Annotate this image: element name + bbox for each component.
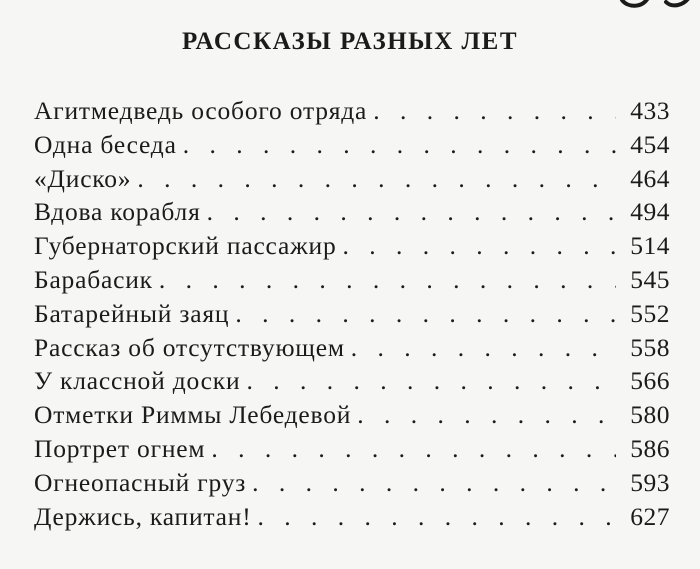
toc-entry-title: Одна беседа [34,129,177,159]
dot-leader [137,162,616,196]
toc-entry-page: 586 [630,433,670,463]
dot-leader [235,297,616,331]
dot-leader [351,331,616,365]
toc-entry [34,162,670,196]
dot-leader [246,364,616,398]
dot-leader [357,398,616,432]
toc-entry-page: 580 [630,400,670,430]
toc-entry-page: 545 [630,264,670,294]
toc-entry [34,466,670,500]
toc-entry [34,263,670,297]
decorative-ornament [614,0,694,10]
toc-entry-title: Губернаторский пассажир [34,231,337,261]
toc-entry-page: 454 [630,129,670,159]
dot-leader [258,500,616,534]
toc-entry [34,195,670,229]
toc-entry [34,432,670,466]
toc-entry [34,94,670,128]
toc-entry-page: 566 [630,366,670,396]
toc-entry-page: 593 [630,467,670,497]
table-of-contents [34,94,670,533]
toc-entry-page: 627 [630,501,670,531]
dot-leader [252,466,616,500]
toc-entry [34,500,670,534]
toc-entry-title: Огнеопасный груз [34,467,247,497]
toc-entry-title: Держись, капитан! [34,501,252,531]
dot-leader [211,432,616,466]
dot-leader [343,229,616,263]
toc-entry [34,297,670,331]
toc-entry [34,128,670,162]
toc-entry-title: Вдова корабля [34,197,201,227]
toc-entry [34,229,670,263]
toc-entry [34,364,670,398]
toc-entry-page: 494 [630,197,670,227]
toc-entry-page: 514 [630,231,670,261]
toc-entry-title: Портрет огнем [34,433,206,463]
dot-leader [373,94,616,128]
toc-entry-page: 433 [630,96,670,125]
dot-leader [183,128,616,162]
toc-entry [34,331,670,365]
section-title: РАССКАЗЫ РАЗНЫХ ЛЕТ [181,28,519,55]
toc-entry [34,398,670,432]
toc-entry-page: 552 [630,298,670,328]
toc-entry-title: Батарейный заяц [34,298,230,328]
toc-entry-page: 558 [630,332,670,362]
toc-entry-title: Отметки Риммы Лебедевой [34,400,352,430]
toc-entry-title: Рассказ об отсутствующем [34,332,345,362]
dot-leader [159,263,616,297]
toc-entry-title: Агитмедведь особого отряда [34,96,368,125]
toc-entry-page: 464 [630,163,670,193]
toc-entry-title: У классной доски [34,366,241,396]
toc-entry-title: «Диско» [34,163,132,193]
dot-leader [207,195,616,229]
toc-entry-title: Барабасик [34,264,153,294]
